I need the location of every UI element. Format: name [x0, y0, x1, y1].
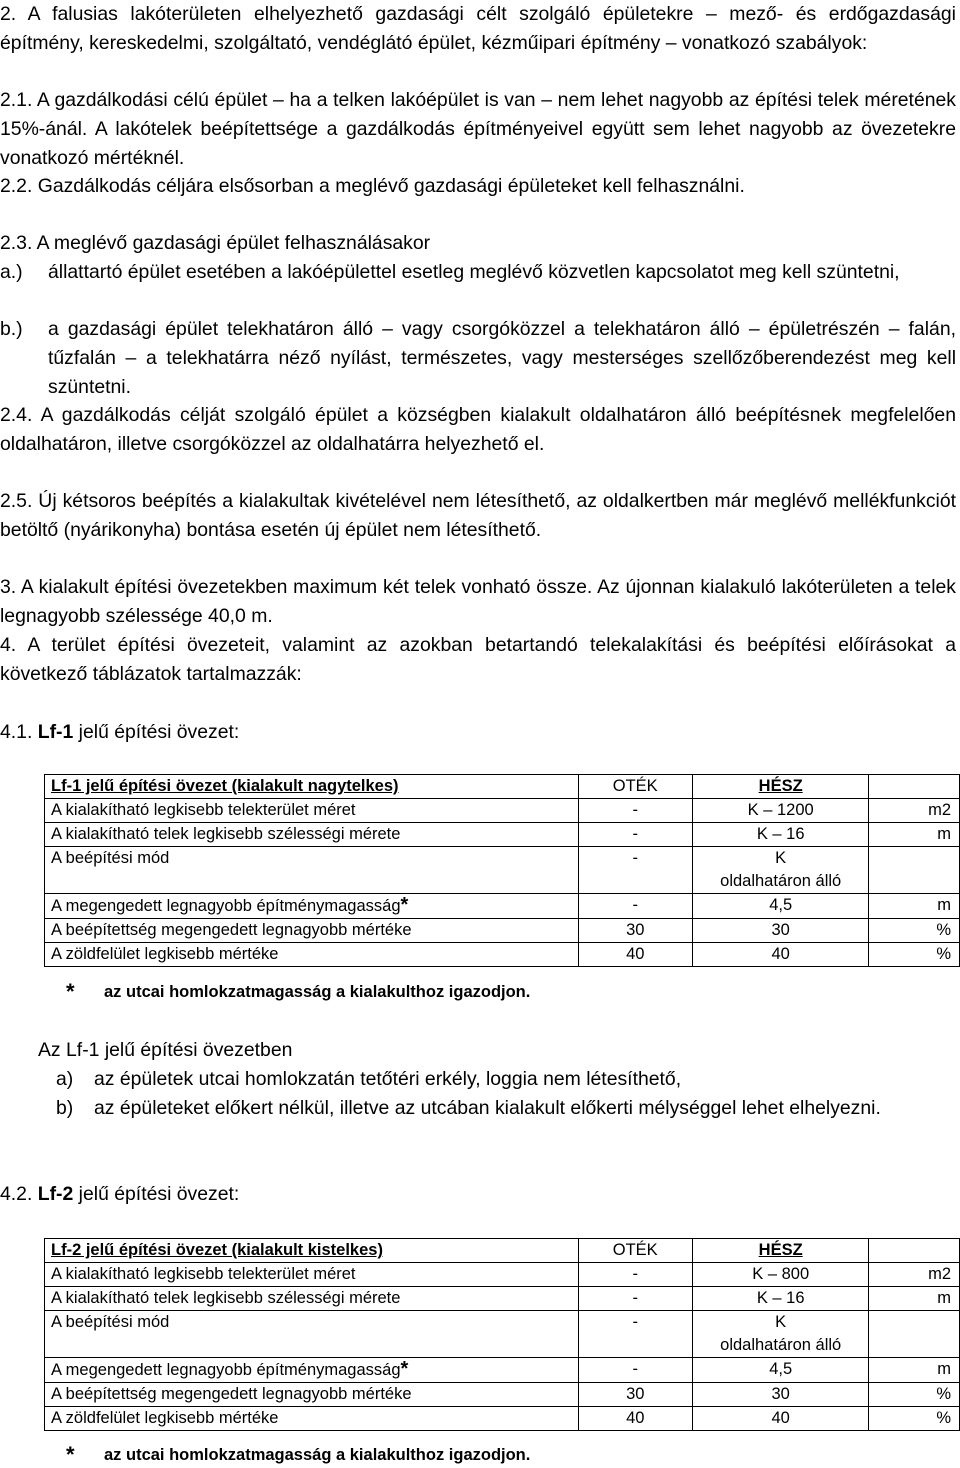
table-cell-empty [869, 847, 960, 894]
table-cell: A kialakítható legkisebb telekterület méret [45, 1263, 579, 1287]
table-row [45, 1287, 960, 1311]
table-header-cell: Lf-1 jelű építési övezet (kialakult nagytelkes) [45, 775, 579, 799]
heading-4-2-text: jelű építési övezet: [73, 1183, 240, 1205]
table-header-cell: OTÉK [578, 775, 692, 799]
table-cell [692, 847, 869, 894]
table-cell: K – 16 [692, 823, 869, 847]
table-cell: 40 [578, 1407, 692, 1431]
table-cell: % [869, 1383, 960, 1407]
table-cell: A beépítési mód [45, 1311, 579, 1358]
list-item-a: állattartó épület esetében a lakóépülettel esetleg meglévő közvetlen kapcsolatot meg kell szüntetni, [48, 261, 900, 283]
table-cell: - [578, 1311, 692, 1358]
table-cell: 30 [692, 1383, 869, 1407]
paragraph-2: 2. A falusias lakóterületen elhelyezhető gazdasági célt szolgáló épületekre – mező- és erdőgazdasági építmény, kereskedelmi, szolgáltató, vendéglátó épület, kézműipari építmény – vonatkozó szabályok: [0, 3, 956, 54]
table-header-cell [869, 775, 960, 799]
table-cell: A zöldfelület legkisebb mértéke [45, 943, 579, 967]
table-cell: % [869, 1407, 960, 1431]
table-row [45, 847, 960, 894]
table-row [45, 1311, 960, 1358]
table-cell: 40 [692, 1407, 869, 1431]
paragraph-4: 4. A terület építési övezeteit, valamint az azokban betartandó telekalakítási és beépítési előírásokat a következő táblázatok tartalmazzák: [0, 634, 956, 685]
asterisk-mark: * [400, 894, 409, 916]
table-cell: A kialakítható legkisebb telekterület méret [45, 799, 579, 823]
table-cell: K – 1200 [692, 799, 869, 823]
paragraph-2-1: 2.1. A gazdálkodási célú épület – ha a telken lakóépület is van – nem lehet nagyobb az építési telek méretének 15%-ánál. A lakótelek beépítettsége a gazdálkodás építményeivel együtt sem lehet nagyobb az övezetekre vonatkozó mértéknél. [0, 89, 956, 169]
table-header-cell: OTÉK [578, 1239, 692, 1263]
table-cell: - [578, 1358, 692, 1383]
table-cell: A kialakítható telek legkisebb szélességi mérete [45, 1287, 579, 1311]
table-row [45, 799, 960, 823]
table-row [45, 1263, 960, 1287]
table-cell: A beépítési mód [45, 847, 579, 894]
paragraph-2-2: 2.2. Gazdálkodás céljára elsősorban a meglévő gazdasági épületeket kell felhasználni. [0, 175, 745, 197]
table-cell: K – 16 [692, 1287, 869, 1311]
heading-4-2-number: 4.2. [0, 1183, 38, 1205]
table-cell: A zöldfelület legkisebb mértéke [45, 1407, 579, 1431]
table-row [45, 1358, 960, 1383]
table-cell: - [578, 799, 692, 823]
heading-4-1-code: Lf-1 [37, 721, 74, 743]
table-row [45, 1383, 960, 1407]
table-cell: A beépítettség megengedett legnagyobb mértéke [45, 919, 579, 943]
asterisk-mark: * [400, 1358, 409, 1380]
table-header-cell: HÉSZ [692, 775, 869, 799]
table-cell [692, 1311, 869, 1358]
lf1-rule-b: az épületeket előkert nélkül, illetve az utcában kialakult előkerti mélységgel lehet elhelyezni. [94, 1097, 881, 1119]
footnote-text: az utcai homlokzatmagasság a kialakulthoz igazodjon. [104, 983, 531, 1001]
list-item-b: a gazdasági épület telekhatáron álló – vagy csorgóközzel a telekhatáron álló – épületrészén – falán, tűzfalán – a telekhatárra néző nyílást, természetes, vagy mesterséges szellőzőberendezést meg kell szüntetni. [48, 318, 956, 398]
table-cell: 4,5 [692, 894, 869, 919]
table-cell: 40 [692, 943, 869, 967]
table-cell: - [578, 894, 692, 919]
table-cell-line: oldalhatáron álló [720, 1336, 842, 1354]
table-row [45, 919, 960, 943]
table-cell: 30 [692, 919, 869, 943]
lf1-rules-intro: Az Lf-1 jelű építési övezetben [38, 1039, 293, 1061]
table-cell: 4,5 [692, 1358, 869, 1383]
table-cell: % [869, 943, 960, 967]
table-cell: m [869, 894, 960, 919]
table-cell [45, 1358, 579, 1383]
table-cell-line: K [775, 1313, 787, 1331]
heading-4-2-code: Lf-2 [37, 1183, 74, 1205]
table-cell: % [869, 919, 960, 943]
table-cell-text: A megengedett legnagyobb építménymagasság [51, 1361, 401, 1379]
table-header-cell [869, 1239, 960, 1263]
table-cell: A beépítettség megengedett legnagyobb mértéke [45, 1383, 579, 1407]
heading-4-2 [0, 1180, 956, 1209]
table-cell: m2 [869, 799, 960, 823]
table-cell [45, 894, 579, 919]
heading-4-1 [0, 718, 956, 747]
table-cell: 40 [578, 943, 692, 967]
table-cell: m2 [869, 1263, 960, 1287]
footnote-text: az utcai homlokzatmagasság a kialakulthoz igazodjon. [104, 1446, 531, 1464]
table-cell: m [869, 823, 960, 847]
zone-table-lf1 [44, 774, 960, 967]
table-cell: m [869, 1358, 960, 1383]
table-cell: - [578, 1263, 692, 1287]
table-cell: - [578, 1287, 692, 1311]
table-cell: A kialakítható telek legkisebb szélességi mérete [45, 823, 579, 847]
table-cell: K – 800 [692, 1263, 869, 1287]
list-tag-a: a.) [0, 261, 23, 283]
table-header-cell: Lf-2 jelű építési övezet (kialakult kistelkes) [45, 1239, 579, 1263]
table-cell-text: A megengedett legnagyobb építménymagasság [51, 897, 401, 915]
paragraph-2-3: 2.3. A meglévő gazdasági épület felhasználásakor [0, 232, 431, 254]
lf1-rule-a: az épületek utcai homlokzatán tetőtéri erkély, loggia nem létesíthető, [94, 1068, 682, 1090]
lf1-rule-tag-a: a) [56, 1068, 74, 1090]
table-cell: 30 [578, 919, 692, 943]
zone-table-lf2 [44, 1238, 960, 1431]
footnote-asterisk: * [66, 979, 75, 1004]
table-cell: m [869, 1287, 960, 1311]
paragraph-3: 3. A kialakult építési övezetekben maximum két telek vonható össze. Az újonnan kialakuló lakóterületen a telek legnagyobb szélessége 40,0 m. [0, 576, 956, 627]
list-tag-b: b.) [0, 318, 23, 340]
table-row [45, 894, 960, 919]
table-row [45, 943, 960, 967]
table-row [45, 1407, 960, 1431]
table-cell-empty [869, 1311, 960, 1358]
table-header-cell: HÉSZ [692, 1239, 869, 1263]
table-cell-line: K [775, 849, 787, 867]
paragraph-2-4: 2.4. A gazdálkodás célját szolgáló épület a községben kialakult oldalhatáron álló beépítésnek megfelelően oldalhatáron, illetve csorgóközzel az oldalhatárra helyezhető el. [0, 404, 956, 455]
heading-4-1-text: jelű építési övezet: [73, 721, 240, 743]
table-row [45, 823, 960, 847]
table-cell: 30 [578, 1383, 692, 1407]
footnote-asterisk: * [66, 1442, 75, 1467]
paragraph-2-5: 2.5. Új kétsoros beépítés a kialakultak kivételével nem létesíthető, az oldalkertben már meglévő mellékfunkciót betöltő (nyárikonyha) bontása esetén új épület nem létesíthető. [0, 490, 956, 541]
table-cell: - [578, 847, 692, 894]
heading-4-1-number: 4.1. [0, 721, 38, 743]
table-cell-line: oldalhatáron álló [720, 872, 842, 890]
table-header-row [45, 1239, 960, 1263]
lf1-rule-tag-b: b) [56, 1097, 74, 1119]
table-cell: - [578, 823, 692, 847]
table-header-row [45, 775, 960, 799]
